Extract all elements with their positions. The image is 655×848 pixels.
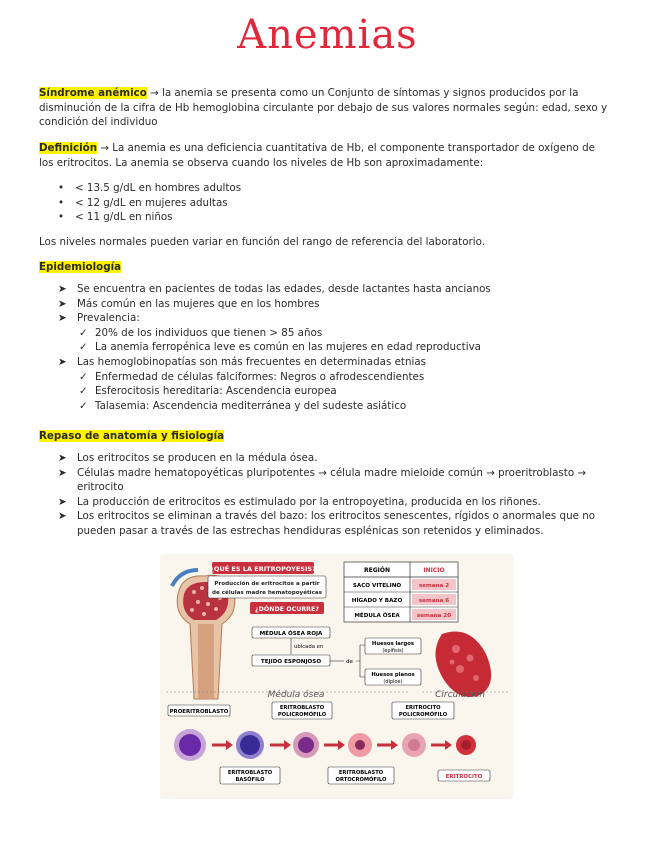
list-item: ➤ Células madre hematopoyéticas pluripotentes → célula madre mieloide común → proeritroblasto → eritrocito <box>58 466 587 494</box>
table-cell: semana 2 <box>418 583 450 589</box>
table-header-region: REGIÓN <box>364 567 390 574</box>
rbc-illustration <box>435 632 491 697</box>
list-item: ➤ Las hemoglobinopatías son más frecuentes en determinadas etnias <box>58 355 427 368</box>
answer-1-line-2: de células madre hematopoyéticas <box>211 590 323 596</box>
cell-label-policromofilo-2: POLICROMÓFILO <box>398 712 448 718</box>
diploe-label: (diploe) <box>383 679 403 685</box>
cell-label-policromofilo: POLICROMÓFILO <box>277 712 327 718</box>
cell-label-proeritroblasto: PROERITROBLASTO <box>169 709 229 715</box>
region-table <box>344 562 458 622</box>
repaso-list <box>58 451 613 539</box>
question-1: ¿QUÉ ES LA ERITROPOYESIS? <box>210 565 316 573</box>
arrow-icon: ➤ <box>58 283 67 295</box>
arrow-icon: ➤ <box>58 510 67 523</box>
list-item: ➤ Más común en las mujeres que en los hombres <box>58 297 320 310</box>
list-item: • < 12 g/dL en mujeres adultas <box>58 196 241 211</box>
sub-list-item: ✓ Esferocitosis hereditaria: Ascendencia europea <box>79 385 337 398</box>
cell-label-ortocromofilo: ORTOCROMÓFILO <box>335 777 387 783</box>
ubicada-en-label: ubicada en <box>294 644 324 650</box>
sub-list-item: ✓ Enfermedad de células falciformes: Negros o afrodescendientes <box>79 370 425 383</box>
medula-osea-label: Médula ósea <box>267 690 325 700</box>
check-icon: ✓ <box>79 370 88 383</box>
medula-roja-label: MÉDULA ÓSEA ROJA <box>259 631 323 637</box>
erythropoiesis-diagram <box>160 554 513 799</box>
repaso-heading: Repaso de anatomía y fisiología <box>39 430 225 442</box>
question-2: ¿DÓNDE OCURRE? <box>255 606 319 613</box>
sindrome-text: → la anemia se presenta como un Conjunto de síntomas y signos producidos por la disminución de la cifra de Hb hemoglobina circulante por debajo de sus valores normales según: edad, sexo y condición del individuo <box>39 87 608 129</box>
answer-1-line-1: Producción de eritrocitos a partir <box>214 581 320 587</box>
question-1-banner <box>210 562 316 574</box>
circulacion-label: Circulación <box>435 690 485 700</box>
de-label: de <box>346 659 353 665</box>
huesos-planos-label: Huesos planos <box>371 672 415 678</box>
epidemiologia-heading: Epidemiología <box>39 261 122 273</box>
cell-label-eritrocito-poli: ERITROCITO <box>405 705 441 711</box>
list-item: ➤ La producción de eritrocitos es estimulado por la entropoyetina, producida en los riñones. <box>58 495 541 508</box>
definicion-paragraph <box>39 141 609 170</box>
sindrome-term: Síndrome anémico <box>39 87 147 99</box>
cell-progression <box>174 729 476 761</box>
arrow-icon: ➤ <box>58 355 67 368</box>
list-item: ➤ Los eritrocitos se eliminan a través del bazo: los eritrocitos senescentes, rígidos o anormales que no pueden pasar a través de las estrechas hendiduras esplénicas son retenidos y eliminados. <box>58 510 596 537</box>
definicion-term: Definición <box>39 142 98 154</box>
list-item: ➤ Prevalencia: <box>58 312 140 325</box>
page-title: Anemias <box>237 12 418 58</box>
epidemiologia-list <box>58 282 613 413</box>
sub-list-item: ✓ Talasemia: Ascendencia mediterránea y del sudeste asiático <box>79 399 407 412</box>
check-icon: ✓ <box>79 326 88 339</box>
definicion-text: → La anemia es una deficiencia cuantitativa de Hb, el componente transportador de oxígeno de los eritrocitos. La anemia se observa cuando los niveles de Hb son aproximadamente: <box>39 142 595 169</box>
tejido-label: TEJIDO ESPONJOSO <box>260 659 322 665</box>
check-icon: ✓ <box>79 385 88 398</box>
sub-list-item: ✓ La anemia ferropénica leve es común en las mujeres en edad reproductiva <box>79 341 481 354</box>
cell-label-eritroblasto-orto: ERITROBLASTO <box>338 770 384 776</box>
arrow-icon: ➤ <box>58 297 67 310</box>
arrow-icon: ➤ <box>58 312 67 325</box>
table-cell: SACO VITELINO <box>352 583 402 589</box>
arrow-icon: ➤ <box>58 452 67 464</box>
list-item: ➤ Se encuentra en pacientes de todas las edades, desde lactantes hasta ancianos <box>58 283 491 295</box>
arrow-icon: ➤ <box>58 466 67 479</box>
check-icon: ✓ <box>79 399 88 412</box>
table-cell: semana 20 <box>416 613 452 619</box>
epifisis-label: (epífisis) <box>382 648 404 654</box>
arrow-icon: ➤ <box>58 495 67 508</box>
erythropoiesis-figure <box>160 554 513 799</box>
cell-label-eritrocito: ERITROCITO <box>445 774 483 780</box>
table-header-inicio: INICIO <box>423 567 445 574</box>
table-cell: semana 6 <box>418 598 450 604</box>
list-item: • < 13.5 g/dL en hombres adultos <box>58 181 241 196</box>
cell-label-eritroblasto-poli: ERITROBLASTO <box>279 705 325 711</box>
hb-values-list <box>58 181 241 225</box>
table-cell: HÍGADO Y BAZO <box>351 598 403 604</box>
list-item: • < 11 g/dL en niños <box>58 210 241 225</box>
sub-list-item: ✓ 20% de los individuos que tienen > 85 años <box>79 326 323 339</box>
table-cell: MÉDULA ÓSEA <box>354 613 400 619</box>
sindrome-paragraph <box>39 86 609 130</box>
check-icon: ✓ <box>79 341 88 354</box>
list-item: ➤ Los eritrocitos se producen en la médula ósea. <box>58 452 318 464</box>
definicion-note: Los niveles normales pueden variar en función del rango de referencia del laboratorio. <box>39 236 485 248</box>
huesos-largos-label: Huesos largos <box>371 641 415 647</box>
cell-label-eritroblasto-bas: ERITROBLASTO <box>227 770 273 776</box>
cell-label-basofilo: BASÓFILO <box>235 777 265 783</box>
